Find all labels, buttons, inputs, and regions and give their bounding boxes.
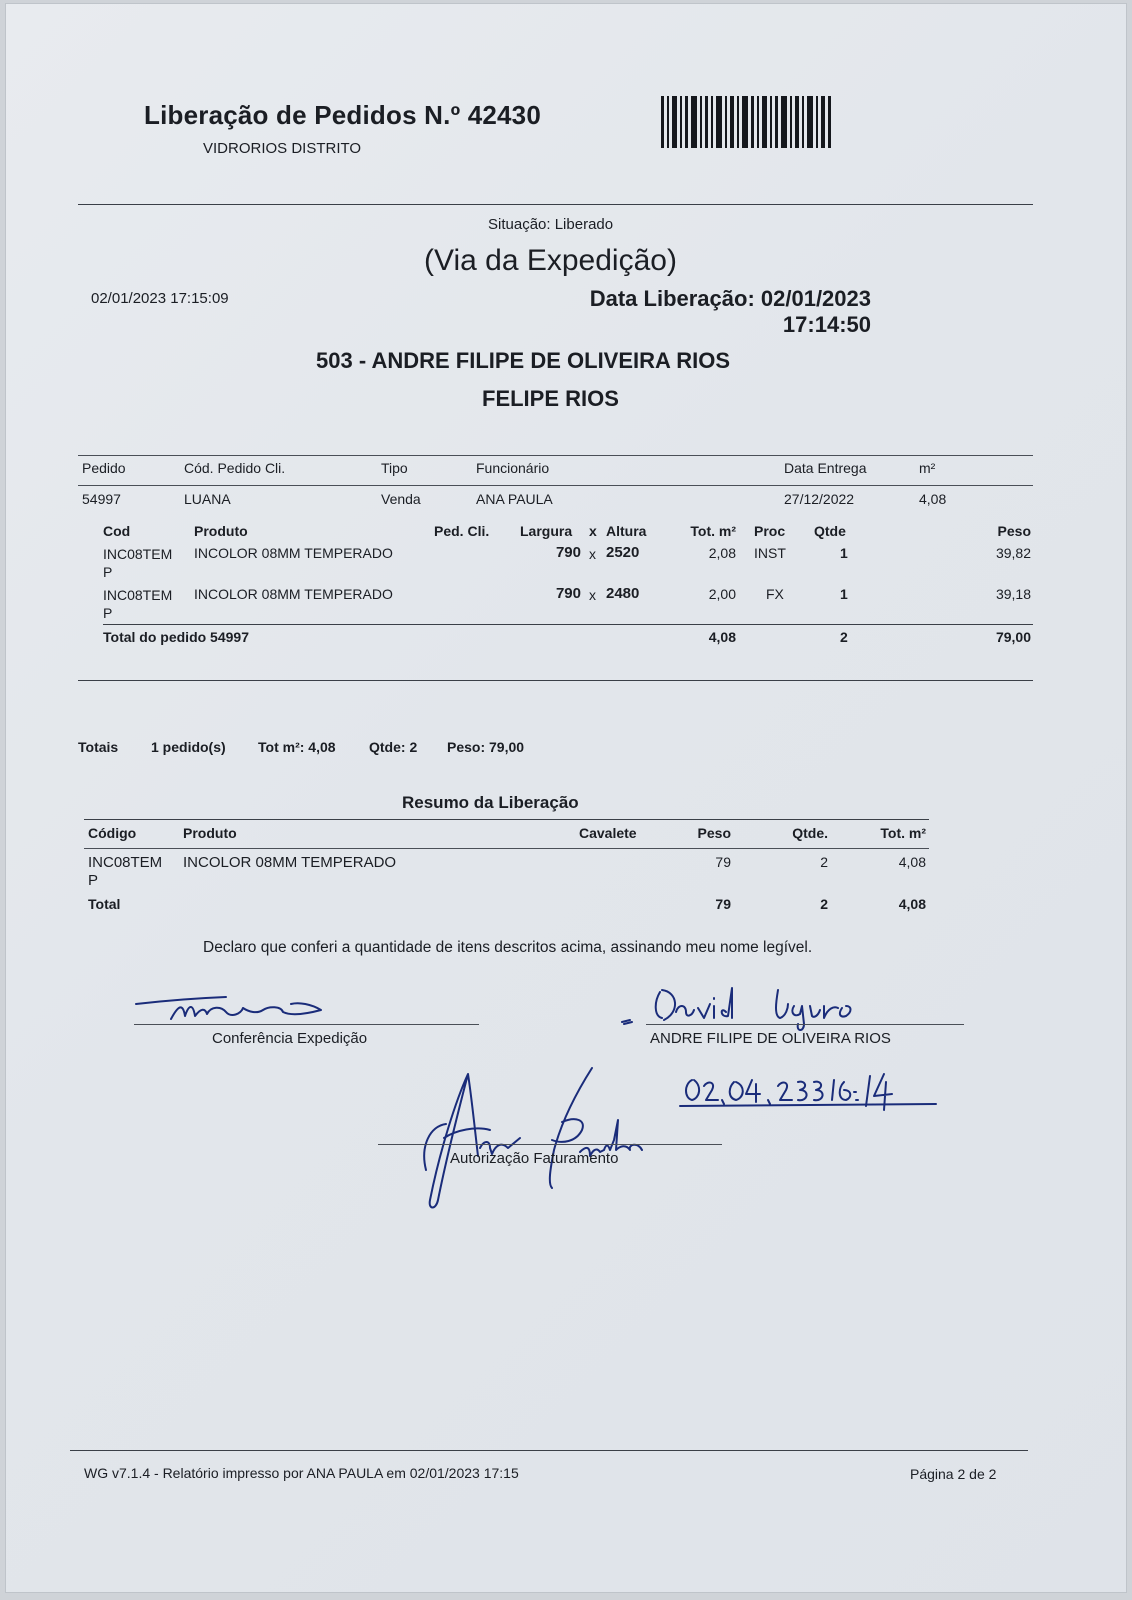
- order-pedido: 54997: [82, 491, 121, 507]
- item-tot-m2: 2,08: [708, 545, 736, 561]
- item-peso: 39,82: [995, 545, 1031, 561]
- footer-divider: [70, 1450, 1028, 1451]
- item-altura: 2520: [606, 544, 640, 561]
- resumo-col-qtde: Qtde.: [792, 825, 828, 841]
- totals-qtde: Qtde: 2: [369, 739, 418, 755]
- resumo-col-peso: Peso: [697, 825, 731, 841]
- item-proc: FX: [766, 586, 784, 602]
- document-page: [6, 4, 1126, 1592]
- resumo-col-cavalete: Cavalete: [579, 825, 637, 841]
- conferencia-signature: [131, 994, 351, 1034]
- resumo-produto: INCOLOR 08MM TEMPERADO: [183, 854, 397, 871]
- order-total-label: Total do pedido 54997: [103, 629, 249, 645]
- autorizacao-label: Autorização Faturamento: [450, 1150, 619, 1167]
- conferencia-label: Conferência Expedição: [212, 1030, 368, 1047]
- totals-m2: Tot m²: 4,08: [258, 739, 336, 755]
- col-m2: m²: [919, 460, 936, 476]
- via-label: (Via da Expedição): [424, 244, 677, 277]
- resumo-qtde: 2: [820, 854, 828, 870]
- item-largura: 790: [555, 544, 581, 561]
- table-row: INC08TEM P: [88, 854, 163, 889]
- order-funcionario: ANA PAULA: [476, 491, 553, 507]
- table-row: INC08TEM P: [103, 546, 173, 580]
- item-col-cod: Cod: [103, 523, 131, 539]
- item-x: x: [589, 546, 596, 562]
- item-col-proc: Proc: [754, 523, 786, 539]
- resumo-col-codigo: Código: [88, 825, 137, 841]
- order-bottom-divider: [78, 680, 1033, 681]
- handwritten-datetime: [678, 1060, 948, 1110]
- item-qtde: 1: [840, 586, 848, 602]
- resumo-total-label: Total: [88, 896, 121, 912]
- totals-peso: Peso: 79,00: [447, 739, 525, 755]
- item-col-largura: Largura: [520, 523, 573, 539]
- item-col-produto: Produto: [194, 523, 248, 539]
- item-proc: INST: [754, 545, 786, 561]
- print-datetime: 02/01/2023 17:15:09: [91, 290, 229, 307]
- item-x: x: [589, 587, 596, 603]
- item-col-altura: Altura: [606, 523, 647, 539]
- item-col-x: x: [589, 523, 597, 539]
- item-col-ped-cli: Ped. Cli.: [434, 523, 490, 539]
- item-col-tot-m2: Tot. m²: [690, 523, 736, 539]
- resumo-total-peso: 79: [715, 896, 731, 912]
- col-data-entrega: Data Entrega: [784, 460, 867, 476]
- col-cod-pedido-cli: Cód. Pedido Cli.: [184, 460, 286, 476]
- company-name: VIDRORIOS DISTRITO: [203, 140, 362, 157]
- resumo-total-m2: 4,08: [898, 896, 926, 912]
- col-funcionario: Funcionário: [476, 460, 550, 476]
- resumo-header-divider: [84, 848, 929, 849]
- resumo-col-tot-m2: Tot. m²: [880, 825, 926, 841]
- page-number: Página 2 de 2: [910, 1466, 997, 1482]
- order-total-peso: 79,00: [995, 629, 1031, 645]
- footer-printed-by: WG v7.1.4 - Relatório impresso por ANA PAULA em 02/01/2023 17:15: [84, 1465, 519, 1481]
- resumo-tot-m2: 4,08: [898, 854, 926, 870]
- situacao-label: Situação: Liberado: [488, 216, 614, 233]
- order-total-m2: 4,08: [708, 629, 736, 645]
- resumo-top-divider: [84, 819, 929, 820]
- client-signature-label: ANDRE FILIPE DE OLIVEIRA RIOS: [650, 1030, 891, 1047]
- item-altura: 2480: [606, 585, 640, 602]
- order-total-divider: [103, 624, 1033, 625]
- resumo-total-qtde: 2: [820, 896, 828, 912]
- order-cod-pedido-cli: LUANA: [184, 491, 231, 507]
- item-produto: INCOLOR 08MM TEMPERADO: [194, 586, 393, 602]
- totals-label: Totais: [78, 739, 119, 755]
- resumo-peso: 79: [715, 854, 731, 870]
- col-pedido: Pedido: [82, 460, 126, 476]
- declaration-text: Declaro que conferi a quantidade de itens descritos acima, assinando meu nome legível.: [203, 939, 813, 956]
- item-col-qtde: Qtde: [814, 523, 846, 539]
- client-line: [646, 1024, 964, 1025]
- order-header-divider: [78, 485, 1033, 486]
- item-largura: 790: [555, 585, 581, 602]
- header-divider: [78, 204, 1033, 205]
- client-nickname: FELIPE RIOS: [482, 386, 619, 411]
- order-total-qtde: 2: [840, 629, 848, 645]
- col-tipo: Tipo: [381, 460, 408, 476]
- order-data-entrega: 27/12/2022: [784, 491, 855, 507]
- liberacao-date: Data Liberação: 02/01/2023 17:14:50: [589, 286, 871, 337]
- conferencia-line: [134, 1024, 479, 1025]
- document-title: Liberação de Pedidos N.º 42430: [144, 100, 541, 130]
- item-qtde: 1: [840, 545, 848, 561]
- client-name: 503 - ANDRE FILIPE DE OLIVEIRA RIOS: [316, 348, 730, 373]
- order-tipo: Venda: [381, 491, 421, 507]
- autorizacao-signature: [416, 1060, 666, 1220]
- barcode-icon: [661, 96, 833, 148]
- autorizacao-line: [378, 1144, 722, 1145]
- order-m2: 4,08: [919, 491, 947, 507]
- resumo-title: Resumo da Liberação: [402, 793, 579, 812]
- resumo-col-produto: Produto: [183, 825, 237, 841]
- item-produto: INCOLOR 08MM TEMPERADO: [194, 545, 393, 561]
- order-top-divider: [78, 455, 1033, 456]
- item-tot-m2: 2,00: [708, 586, 736, 602]
- item-col-peso: Peso: [997, 523, 1031, 539]
- table-row: INC08TEM P: [103, 587, 173, 621]
- totals-pedidos: 1 pedido(s): [151, 739, 226, 755]
- item-peso: 39,18: [995, 586, 1031, 602]
